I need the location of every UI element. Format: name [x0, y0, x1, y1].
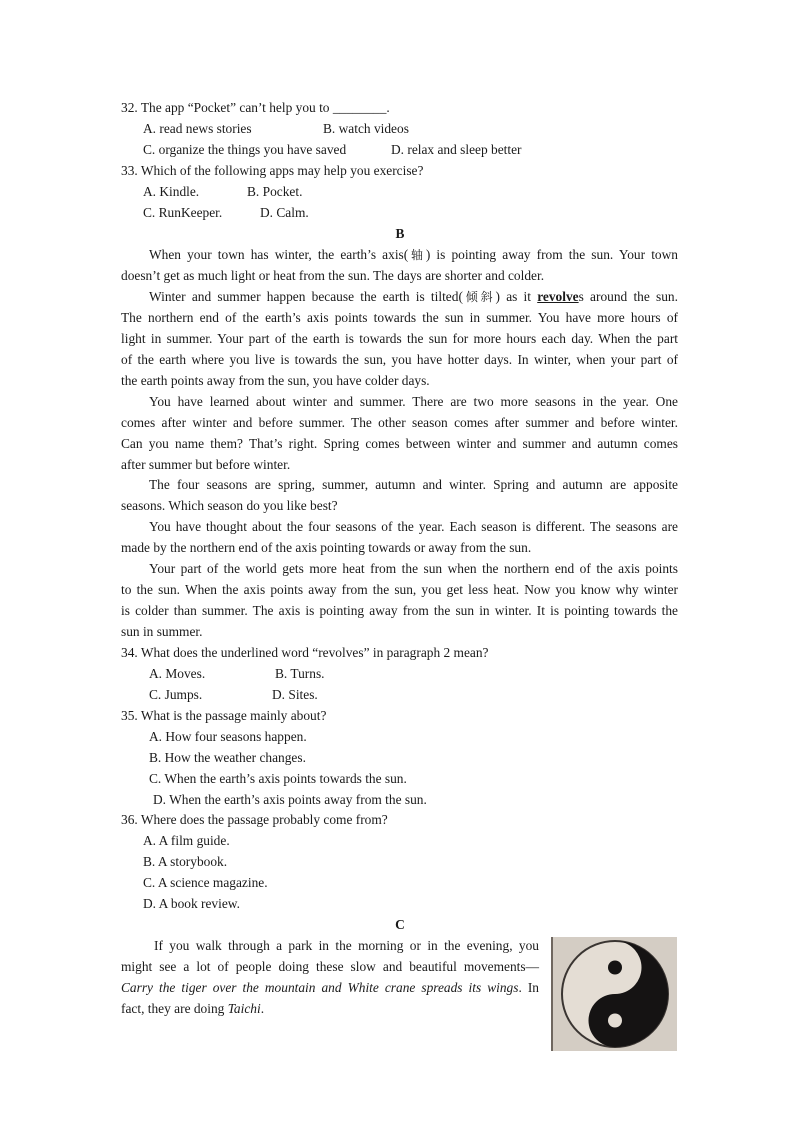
b-p2-line4: of the earth where you live is towards the sun, you have hotter days. In winter, when your part of: [121, 352, 678, 367]
b-p4-line1: The four seasons are spring, summer, autumn and winter. Spring and autumn are apposite: [149, 477, 678, 492]
q32-option-c: C. organize the things you have saved: [143, 142, 347, 157]
q33-option-a: A. Kindle.: [143, 184, 200, 199]
q33-option-c: C. RunKeeper.: [143, 205, 223, 220]
question-34-stem: 34. What does the underlined word “revolves” in paragraph 2 mean?: [121, 645, 489, 660]
b-p2-line1: Winter and summer happen because the earth is tilted(倾斜) as it revolves around the sun.: [149, 289, 678, 304]
q32-option-d: D. relax and sleep better: [391, 142, 522, 157]
section-b-heading: B: [395, 226, 405, 241]
underlined-word-revolve: revolve: [537, 289, 579, 304]
q36-option-b: B. A storybook.: [143, 854, 228, 869]
q35-option-c: C. When the earth’s axis points towards the sun.: [149, 771, 407, 786]
b-p6-line1: Your part of the world gets more heat from the sun when the northern end of the axis points: [149, 561, 678, 576]
yin-yang-photo: [551, 937, 677, 1051]
b-p3-line3: Can you name them? That’s right. Spring comes between winter and summer and autumn comes: [121, 436, 678, 451]
c-p1-line3: Carry the tiger over the mountain and White crane spreads its wings. In: [121, 980, 539, 995]
c-p1-line2: might see a lot of people doing these slow and beautiful movements—: [121, 959, 539, 974]
b-p3-line2: comes after winter and before summer. The other season comes after summer and before winter.: [121, 415, 678, 430]
b-p3-line1: You have learned about winter and summer. There are two more seasons in the year. One: [149, 394, 678, 409]
question-33-stem: 33. Which of the following apps may help you exercise?: [121, 163, 424, 178]
b-p1-line1: When your town has winter, the earth’s axis(轴) is pointing away from the sun. Your town: [149, 247, 678, 262]
q35-option-a: A. How four seasons happen.: [149, 729, 307, 744]
q34-option-d: D. Sites.: [272, 687, 318, 702]
q35-option-d: D. When the earth’s axis points away from the sun.: [153, 792, 427, 807]
b-p6-line4: sun in summer.: [121, 624, 203, 639]
b-p6-line2: to the sun. When the axis points away from the sun, you get less heat. Now you know why winter: [121, 582, 678, 597]
yin-yang-icon: [551, 937, 677, 1051]
b-p6-line3: is colder than summer. The axis is pointing away from the sun in winter. It is pointing towards the: [121, 603, 678, 618]
question-32-stem: 32. The app “Pocket” can’t help you to ________.: [121, 100, 390, 115]
c-p1-line4: fact, they are doing Taichi.: [121, 1001, 265, 1016]
q36-option-c: C. A science magazine.: [143, 875, 268, 890]
b-p1-line2: doesn’t get as much light or heat from the sun. The days are shorter and colder.: [121, 268, 545, 283]
b-p5-line1: You have thought about the four seasons of the year. Each season is different. The seasons are: [149, 519, 678, 534]
q34-option-a: A. Moves.: [149, 666, 206, 681]
question-36-stem: 36. Where does the passage probably come from?: [121, 812, 388, 827]
q33-option-d: D. Calm.: [260, 205, 309, 220]
q34-option-c: C. Jumps.: [149, 687, 203, 702]
question-35-stem: 35. What is the passage mainly about?: [121, 708, 327, 723]
q33-option-b: B. Pocket.: [247, 184, 303, 199]
q36-option-d: D. A book review.: [143, 896, 240, 911]
q35-option-b: B. How the weather changes.: [149, 750, 306, 765]
q32-option-b: B. watch videos: [323, 121, 409, 136]
q32-option-a: A. read news stories: [143, 121, 252, 136]
c-p1-line1: If you walk through a park in the morning or in the evening, you: [154, 938, 539, 953]
b-p5-line2: made by the northern end of the axis pointing towards or away from the sun.: [121, 540, 532, 555]
b-p3-line4: after summer but before winter.: [121, 457, 291, 472]
q36-option-a: A. A film guide.: [143, 833, 230, 848]
b-p4-line2: seasons. Which season do you like best?: [121, 498, 338, 513]
b-p2-line2: The northern end of the earth’s axis points towards the sun in summer. You have more hours of: [121, 310, 678, 325]
section-c-heading: C: [395, 917, 405, 932]
b-p2-line3: light in summer. Your part of the earth is towards the sun for more hours each day. When the part: [121, 331, 678, 346]
q34-option-b: B. Turns.: [275, 666, 325, 681]
b-p2-line5: the earth points away from the sun, you have colder days.: [121, 373, 430, 388]
